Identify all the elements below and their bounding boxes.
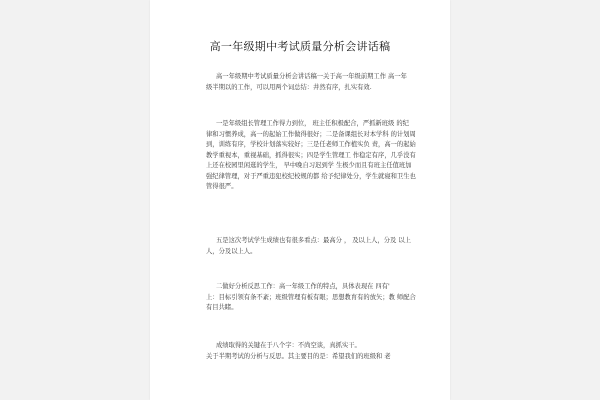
document-page <box>150 0 450 400</box>
text-line: 教学重视本，重视基础，抓得很实；四是学生管理工 作稳定有序，几乎没有 <box>206 151 416 159</box>
text-line: 五是这次考试学生成绩也有很多看点：最高分 ， 及以上人，分及 以上 <box>216 237 411 244</box>
text-line: 上：目标引领有条不紊；班级管理有板有眼；思想教育有的放矢；教 师配合 <box>206 293 416 301</box>
text-line: 级半期以的工作，可以用两个词总结：井然有序，扎实有效. <box>206 83 372 91</box>
paragraph-analysis <box>206 282 416 314</box>
paragraph-keys <box>206 341 391 362</box>
text-line: 上还在校园里闲逛的学生， 早中晚自习迟到学 生极少而且有班主任值班加 <box>206 162 412 169</box>
document-title: 高一年级期中考试质量分析会讲话稿 <box>209 40 391 53</box>
text-line: 强纪律管理，对于严重违犯校纪校规的都 给予纪律处分，学生就寝和卫生也 <box>206 172 416 180</box>
text-line: 一是年级组长管理工作得力到位， 班主任积极配合，严抓新班级 的纪 <box>216 120 409 127</box>
paragraph-scores <box>206 236 411 257</box>
text-line: 管得很严。 <box>206 183 238 190</box>
paragraph-intro <box>206 72 407 93</box>
text-line: 二做好分析反思工作：高一年级工作的特点，具体表现在 四有' <box>216 283 390 290</box>
paragraph-achievements <box>206 119 416 193</box>
text-line: 关于半期考试的分析与反思。其主要目的是：希望我们的班级和 老 <box>206 352 391 360</box>
text-line: 人，分及以上人。 <box>206 247 257 255</box>
text-line: 高一年级期中考试质量分析会讲话稿一关于高一年级前期工作 高一年 <box>216 73 407 80</box>
text-line: 到，训练有序，学校计划落实较好；三是任老师工作植实负 责，高一的起始 <box>206 141 416 148</box>
text-line: 有目共睹。 <box>206 304 238 311</box>
text-line: 成绩取得的关键在于八个字：不尚空谈，真抓实干。 <box>216 342 361 349</box>
text-line: 律和习惯养成，高一的起始工作做得很好；二是备课组长对本学科 的计划周 <box>206 130 416 138</box>
